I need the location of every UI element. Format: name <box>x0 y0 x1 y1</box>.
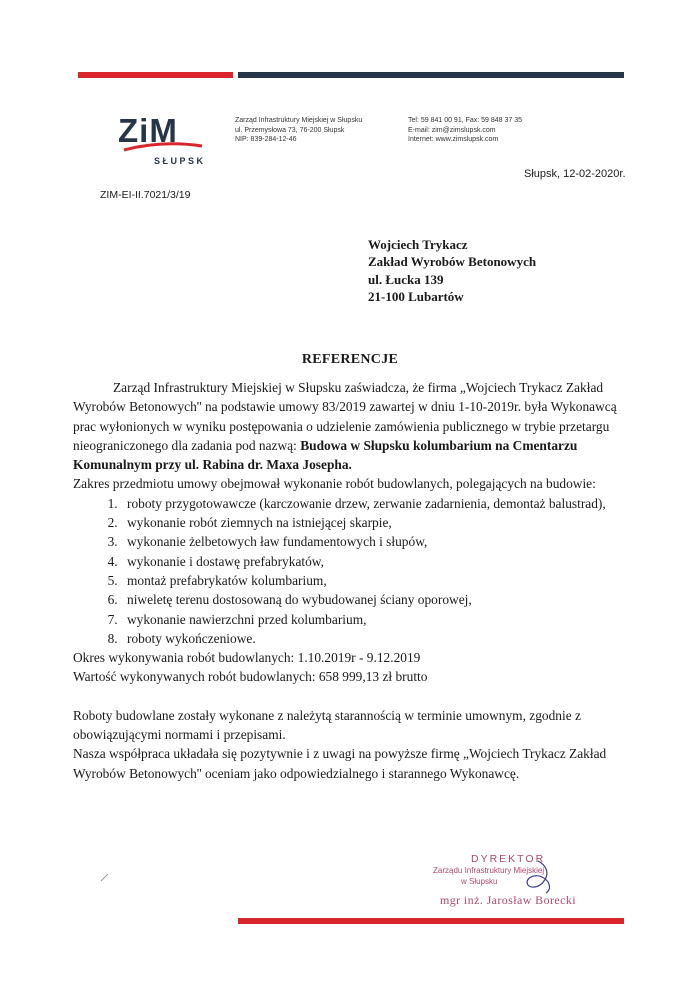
scope-intro: Zakres przedmiotu umowy obejmował wykonanie robót budowlanych, polegających na budowie: <box>73 476 596 492</box>
paragraph-intro <box>73 378 628 474</box>
header-nip: NIP: 839-284-12-46 <box>235 136 297 143</box>
header-org-name: Zarząd Infrastruktury Miejskiej w Słupsku <box>235 117 363 124</box>
addressee-name: Wojciech Trykacz <box>368 237 468 252</box>
project-name: Budowa w Słupsku kolumbarium na Cmentarzu Komunalnym przy ul. Rabina dr. Maxa Josepha. <box>73 437 578 473</box>
closing-paragraph-2: Nasza współpraca układała się pozytywnie i z uwagi na powyższe firmę „Wojciech Trykacz Zakład Wyrobów Betonowych'' oceniam jako odpowiedzialnego i starannego Wykonawcę. <box>73 746 607 781</box>
footer-bar-red <box>238 918 624 924</box>
signatory-name: mgr inż. Jarosław Borecki <box>440 893 576 907</box>
work-value: Wartość wykonywanych robót budowlanych: 658 999,13 zł brutto <box>73 669 428 685</box>
list-item: 4. wykonanie i dostawę prefabrykatów, <box>121 552 628 571</box>
spacer <box>73 687 628 706</box>
header-website: Internet: www.zimslupsk.com <box>408 136 499 143</box>
document-date: Słupsk, 12-02-2020r. <box>524 168 626 180</box>
paragraph-intro-text: Zarząd Infrastruktury Miejskiej w Słupsku zaświadcza, że firma „Wojciech Trykacz Zakład Wyrobów Betonowych'' na podstawie umowy 83/2019 zawartej w dniu 1-10-2019r. była Wykonawcą prac wyłonionych w wyniku postępowania o udzielenie zamówienia publicznego w trybie przetargu nieograniczonego dla zadania pod nazwą: <box>73 380 617 453</box>
header-bar-navy <box>238 72 624 78</box>
header-contact-block <box>408 116 522 145</box>
handwritten-signature-icon <box>520 859 560 895</box>
logo-text: ZiM <box>118 112 178 149</box>
logo-subtitle: SŁUPSK <box>154 156 206 166</box>
list-item: 3. wykonanie żelbetowych ław fundamentowych i słupów, <box>121 532 628 551</box>
addressee-block <box>368 236 536 305</box>
pen-mark-icon <box>100 872 110 882</box>
list-item: 2. wykonanie robót ziemnych na istniejącej skarpie, <box>121 513 628 532</box>
header-phone: Tel: 59 841 00 91, Fax: 59 848 37 35 <box>408 117 523 124</box>
header-bar-red <box>78 72 233 78</box>
addressee-company: Zakład Wyrobów Betonowych <box>368 254 537 270</box>
addressee-street: ul. Łucka 139 <box>368 271 444 287</box>
document-body <box>73 378 628 783</box>
scope-list <box>73 494 628 648</box>
header-email: E-mail: zim@zimslupsk.com <box>408 126 496 134</box>
director-stamp <box>425 853 615 893</box>
header-address-block <box>235 116 362 145</box>
closing-paragraph-1: Roboty budowlane zostały wykonane z należytą starannością w terminie umownym, zgodnie z obowiązującymi normami i przepisami. <box>73 707 581 743</box>
list-item: 6. niweletę terenu dostosowaną do wybudowanej ściany oporowej, <box>121 590 628 609</box>
reference-number: ZIM-EI-II.7021/3/19 <box>100 189 191 201</box>
stamp-line-1: Zarządu Infrastruktury Miejskiej <box>433 866 545 875</box>
header-street: ul. Przemysłowa 73, 76-200 Słupsk <box>235 126 345 134</box>
zim-logo <box>112 112 212 174</box>
list-item: 7. wykonanie nawierzchni przed kolumbarium, <box>121 610 628 629</box>
list-item: 8. roboty wykończeniowe. <box>121 629 628 648</box>
addressee-city: 21-100 Lubartów <box>368 288 464 304</box>
stamp-line-2: w Słupsku <box>461 877 498 886</box>
logo-swoosh-icon <box>122 142 204 152</box>
stamp-title: DYREKTOR <box>471 853 546 865</box>
list-item: 1. roboty przygotowawcze (karczowanie drzew, zerwanie zadarnienia, demontaż balustrad), <box>121 494 628 513</box>
work-period: Okres wykonywania robót budowlanych: 1.10.2019r - 9.12.2019 <box>73 650 421 666</box>
document-title: REFERENCJE <box>301 352 399 367</box>
list-item: 5. montaż prefabrykatów kolumbarium, <box>121 571 628 590</box>
